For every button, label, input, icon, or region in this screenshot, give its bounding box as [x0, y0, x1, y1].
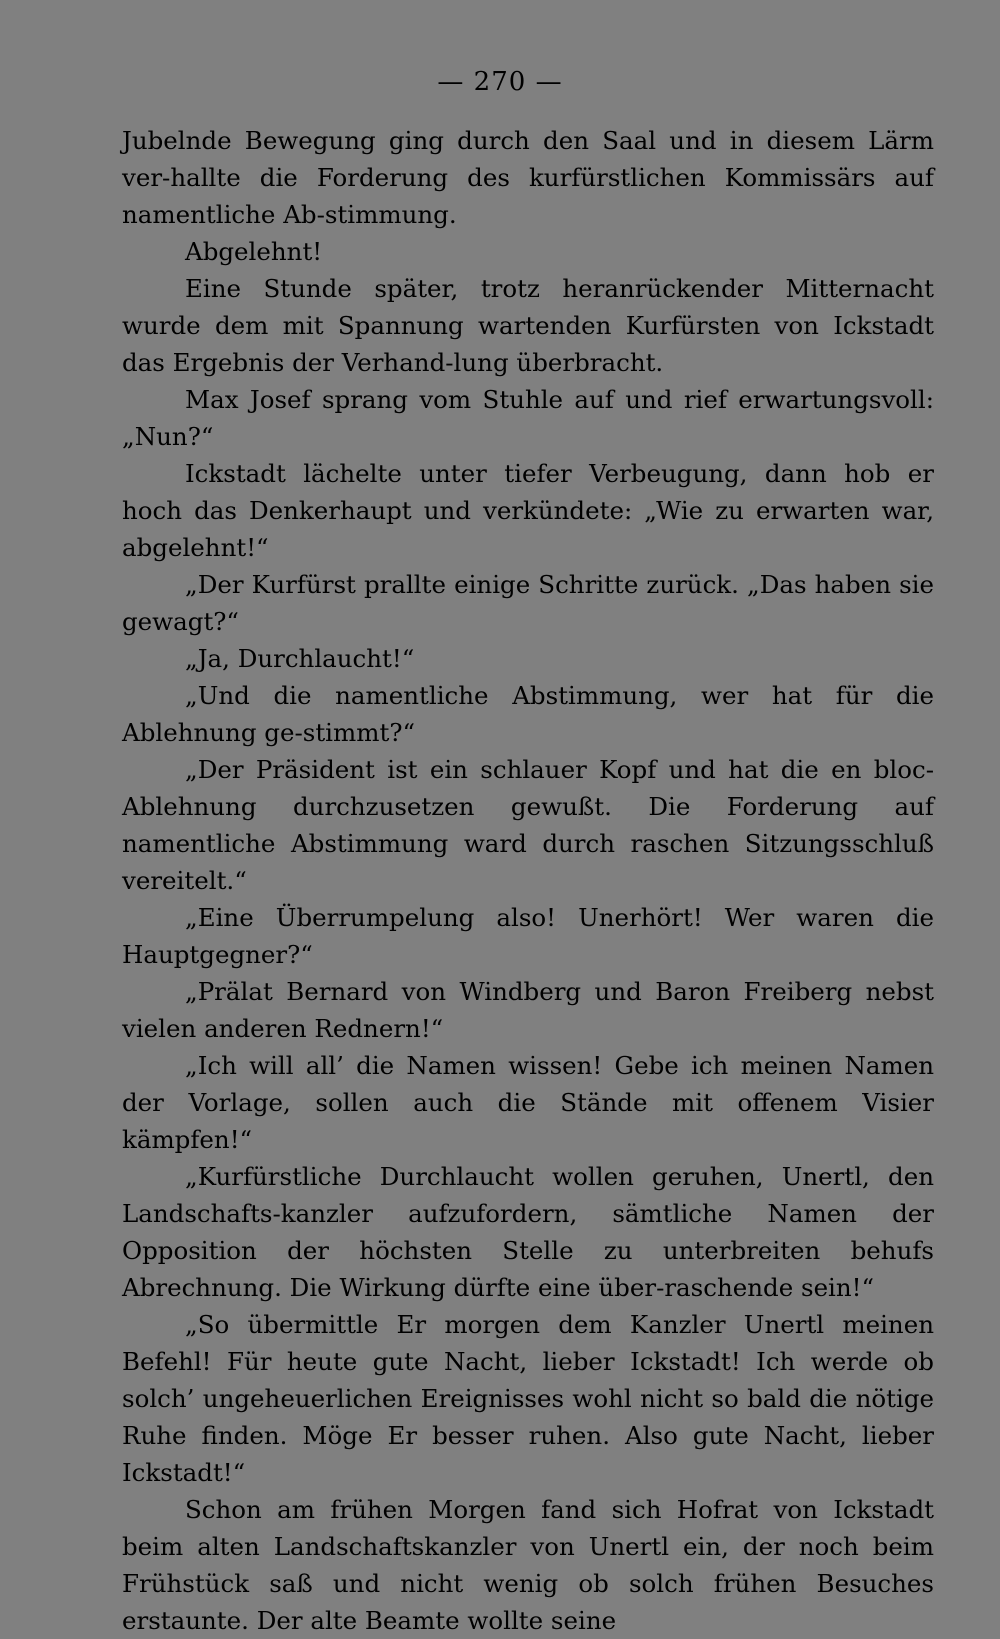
paragraph: „Ja, Durchlaucht!“: [185, 644, 415, 673]
paragraph: „So übermittle Er morgen dem Kanzler Unertl meinen Befehl! Für heute gute Nacht, lieber Ickstadt! Ich werde ob solch’ ungeheuerlichen Ereignisses wohl nicht so bald die nötige Ruhe finden. Möge Er besser ruhen. Also gute Nacht, lieber Ickstadt!“: [122, 1310, 934, 1487]
paragraph: Jubelnde Bewegung ging durch den Saal und in diesem Lärm ver-hallte die Forderung des kurfürstlichen Kommissärs auf namentliche Ab-stimmung.: [122, 126, 934, 229]
paragraph: „Der Kurfürst prallte einige Schritte zurück. „Das haben sie gewagt?“: [122, 570, 934, 636]
paragraph: Abgelehnt!: [185, 237, 323, 266]
paragraph: „Und die namentliche Abstimmung, wer hat für die Ablehnung ge-stimmt?“: [122, 681, 934, 747]
paragraph: „Kurfürstliche Durchlaucht wollen geruhen, Unertl, den Landschafts-kanzler aufzufordern, sämtliche Namen der Opposition der höchsten Stelle zu unterbreiten behufs Abrechnung. Die Wirkung dürfte eine über-raschende sein!“: [122, 1162, 934, 1302]
paragraph: „Der Präsident ist ein schlauer Kopf und hat die en bloc-Ablehnung durchzusetzen gewußt. Die Forderung auf namentliche Abstimmung ward durch raschen Sitzungsschluß vereitelt.“: [122, 755, 934, 895]
body-text: [122, 122, 934, 1639]
paragraph: Eine Stunde später, trotz heranrückender Mitternacht wurde dem mit Spannung wartenden Kurfürsten von Ickstadt das Ergebnis der Verhand-lung überbracht.: [122, 274, 934, 377]
paragraph: „Prälat Bernard von Windberg und Baron Freiberg nebst vielen anderen Rednern!“: [122, 977, 934, 1043]
paragraph: Schon am frühen Morgen fand sich Hofrat von Ickstadt beim alten Landschaftskanzler von Unertl ein, der noch beim Frühstück saß und nicht wenig ob solch frühen Besuches erstaunte. Der alte Beamte wollte seine: [122, 1495, 934, 1635]
paragraph: Ickstadt lächelte unter tiefer Verbeugung, dann hob er hoch das Denkerhaupt und verkündete: „Wie zu erwarten war, abgelehnt!“: [122, 459, 934, 562]
paragraph: Max Josef sprang vom Stuhle auf und rief erwartungsvoll: „Nun?“: [122, 385, 934, 451]
paragraph: „Ich will all’ die Namen wissen! Gebe ich meinen Namen der Vorlage, sollen auch die Stände mit offenem Visier kämpfen!“: [122, 1051, 934, 1154]
paragraph: „Eine Überrumpelung also! Unerhört! Wer waren die Hauptgegner?“: [122, 903, 934, 969]
page-number: — 270 —: [437, 67, 563, 97]
